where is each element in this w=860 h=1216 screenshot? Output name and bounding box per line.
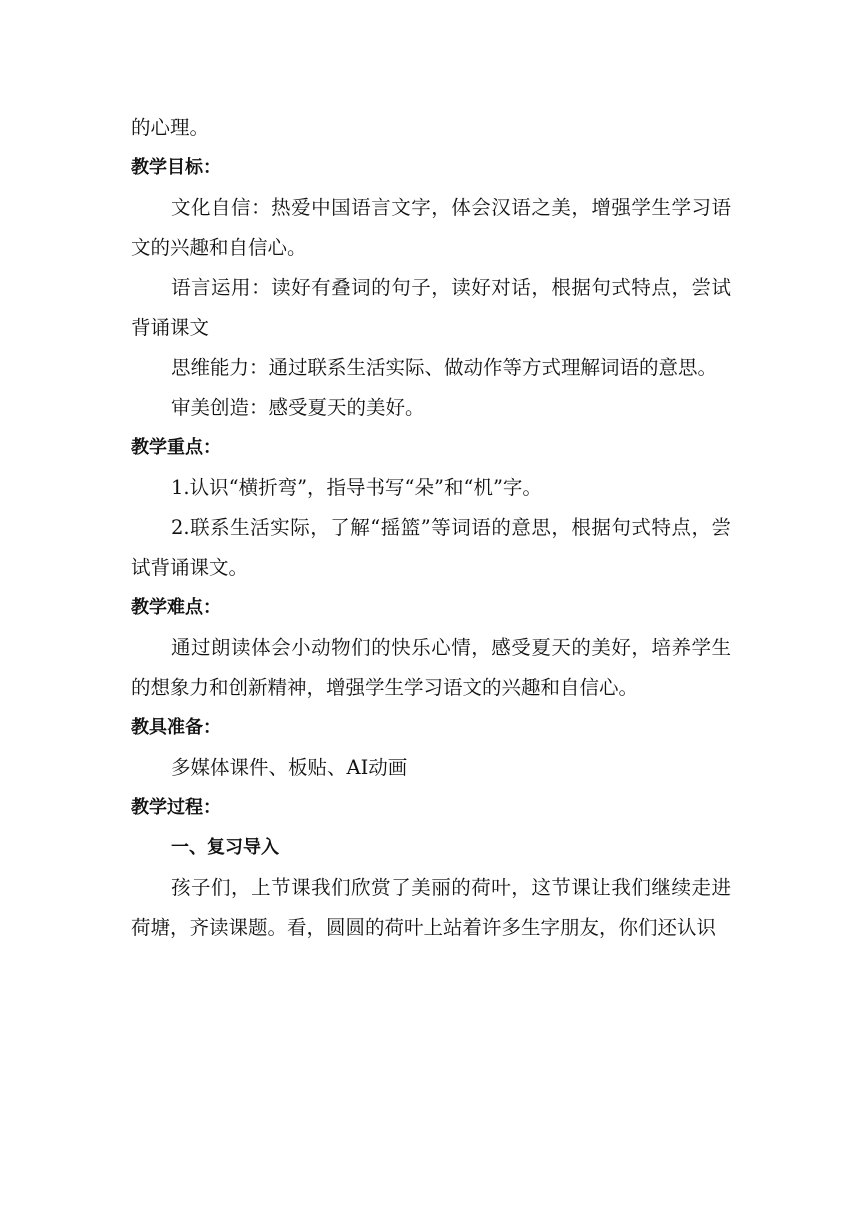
materials-heading: 教具准备：	[131, 717, 221, 738]
objectives-heading: 教学目标：	[131, 157, 221, 178]
section-review-intro-text: 孩子们，上节课我们欣赏了美丽的荷叶，这节课让我们继续走进荷塘，齐读课题。看，圆圆的荷叶上站着许多生字朋友，你们还认识	[131, 876, 731, 939]
objective-language: 语言运用：读好有叠词的句子，读好对话，根据句式特点，尝试背诵课文	[131, 276, 731, 339]
process-heading: 教学过程：	[131, 797, 221, 818]
objective-aesthetic: 审美创造：感受夏天的美好。	[171, 396, 425, 419]
continuation-text: 的心理。	[131, 116, 210, 139]
difficulties-heading: 教学难点：	[131, 597, 221, 618]
objective-culture: 文化自信：热爱中国语言文字，体会汉语之美，增强学生学习语文的兴趣和自信心。	[131, 196, 731, 259]
document-body	[131, 108, 731, 948]
section-review-intro-title: 一、复习导入	[171, 837, 279, 858]
key-point-1: 1.认识“横折弯”，指导书写“朵”和“机”字。	[171, 476, 542, 499]
difficulties-text: 通过朗读体会小动物们的快乐心情，感受夏天的美好，培养学生的想象力和创新精神，增强学生学习语文的兴趣和自信心。	[131, 636, 731, 699]
objective-thinking: 思维能力：通过联系生活实际、做动作等方式理解词语的意思。	[171, 356, 718, 379]
key-point-2: 2.联系生活实际，了解“摇篮”等词语的意思，根据句式特点，尝试背诵课文。	[131, 516, 731, 579]
materials-text: 多媒体课件、板贴、AI动画	[171, 756, 408, 779]
key-points-heading: 教学重点：	[131, 437, 221, 458]
